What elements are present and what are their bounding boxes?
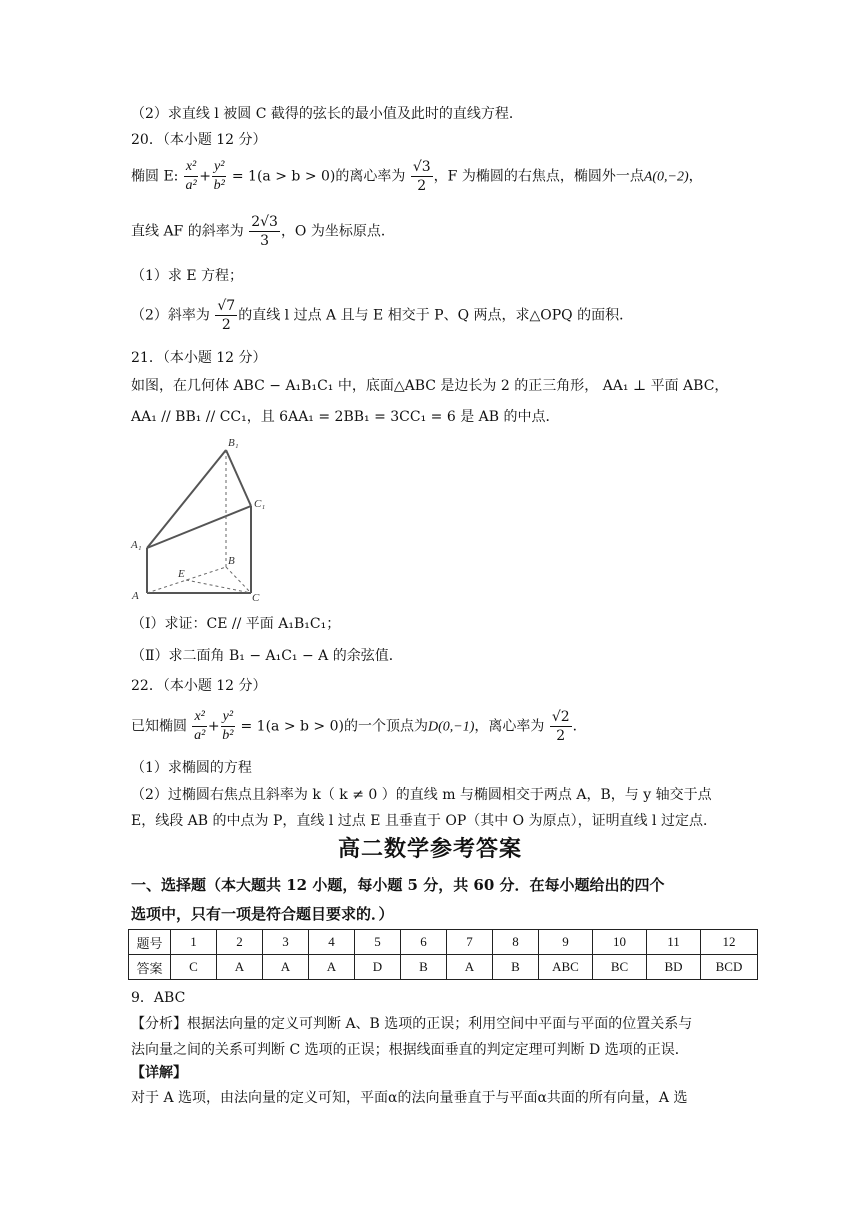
frac-y2-b2: $\frac{\text{y²}}{\text{b²}}$ xyxy=(213,159,225,193)
label-a1: A₁ xyxy=(131,539,142,551)
table-cell: 1 xyxy=(171,930,217,955)
q22-part2-line2: E，线段 AB 的中点为 P，直线 l 过点 E 且垂直于 OP（其中 O 为原点），证明直线 l 过定点． xyxy=(131,813,717,829)
answer-table-row-answers xyxy=(129,955,758,980)
label-b: B xyxy=(228,555,235,567)
table-cell: C xyxy=(171,955,217,980)
table-cell: D xyxy=(355,955,401,980)
answer-table-row-numbers xyxy=(129,930,758,955)
edge-a1-b1 xyxy=(147,450,226,548)
answer-table xyxy=(128,929,758,980)
frac-y2-b2-q22: $\frac{\text{y²}}{\text{b²}}$ xyxy=(222,709,234,743)
q9-title: 9．ABC xyxy=(131,990,186,1006)
table-cell: 10 xyxy=(593,930,647,955)
table-cell: A xyxy=(309,955,355,980)
q19-part2: （2）求直线 l 被圆 C 截得的弦长的最小值及此时的直线方程． xyxy=(131,106,523,122)
q9-detail-line1: 对于 A 选项，由法向量的定义可知，平面α的法向量垂直于与平面α共面的所有向量，A 选 xyxy=(131,1090,688,1106)
table-cell: B xyxy=(493,955,539,980)
table-cell: 8 xyxy=(493,930,539,955)
edge-b1-c1 xyxy=(226,450,251,506)
q21-line2: AA₁ // BB₁ // CC₁，且 6AA₁ = 2BB₁ = 3CC₁ = 6 是 AB 的中点． xyxy=(131,409,560,425)
frac-sqrt7-2: $\frac{√7}{2}$ xyxy=(217,298,236,333)
table-cell: A xyxy=(263,955,309,980)
q21-line1: 如图，在几何体 ABC − A₁B₁C₁ 中，底面△ABC 是边长为 2 的正三角形， AA₁ ⊥ 平面 ABC， xyxy=(131,378,729,394)
frac-2sqrt3-3: $\frac{2√3}{3}$ xyxy=(251,214,278,249)
frac-x2-a2: $\frac{\text{x²}}{\text{a²}}$ xyxy=(185,159,197,193)
q9-detail-heading: 【详解】 xyxy=(131,1065,187,1081)
row-label-answers: 答案 xyxy=(129,955,171,980)
point-a: A(0,−2) xyxy=(643,169,689,185)
table-cell: 5 xyxy=(355,930,401,955)
q20-part1: （1）求 E 方程； xyxy=(131,268,244,284)
q20-header: 20．（本小题 12 分） xyxy=(131,132,267,148)
q21-part2: （Ⅱ）求二面角 B₁ − A₁C₁ − A 的余弦值． xyxy=(131,648,403,664)
table-cell: BD xyxy=(647,955,701,980)
label-c1: C₁ xyxy=(254,498,266,510)
q21-part1: （Ⅰ）求证：CE // 平面 A₁B₁C₁； xyxy=(131,616,341,632)
table-cell: 7 xyxy=(447,930,493,955)
table-cell: 9 xyxy=(539,930,593,955)
segment-e-c xyxy=(186,580,251,593)
q20-ellipse-label: 椭圆 E: xyxy=(131,168,179,185)
table-cell: A xyxy=(447,955,493,980)
table-cell: 4 xyxy=(309,930,355,955)
edge-a1-c1 xyxy=(147,506,251,548)
frac-sqrt3-2: $\frac{√3}{2}$ xyxy=(412,159,431,194)
table-cell: 12 xyxy=(701,930,758,955)
table-cell: BC xyxy=(593,955,647,980)
q9-analysis-line2: 法向量之间的关系可判断 C 选项的正误；根据线面垂直的判定定理可判断 D 选项的正误． xyxy=(131,1042,689,1058)
table-cell: B xyxy=(401,955,447,980)
table-cell: 2 xyxy=(217,930,263,955)
frac-x2-a2-q22: $\frac{\text{x²}}{\text{a²}}$ xyxy=(194,709,206,743)
table-cell: BCD xyxy=(701,955,758,980)
point-d: D(0,−1) xyxy=(427,719,475,735)
table-cell: 6 xyxy=(401,930,447,955)
q20-line2: 直线 AF 的斜率为 $\frac{2√3}{3}$ ，O 为坐标原点． xyxy=(131,214,395,249)
q22-line1: 已知椭圆 $\frac{\text{x²}}{\text{a²}}$ + $\frac{\text{y²}}{\text{b²}}$ = 1(a > b > 0)的一个顶点为D(0,−1)，离心率为 $\frac{√2}{2}$ ． xyxy=(131,709,587,744)
q21-header: 21．（本小题 12 分） xyxy=(131,350,267,366)
ellipse-rhs: = 1(a > b > 0) xyxy=(231,168,336,185)
label-b1: B₁ xyxy=(228,437,239,449)
label-c: C xyxy=(252,592,260,602)
label-a: A xyxy=(132,590,139,602)
q20-part2: （2）斜率为 $\frac{√7}{2}$ 的直线 l 过点 A 且与 E 相交于 P、Q 两点，求△OPQ 的面积． xyxy=(131,298,634,333)
table-cell: ABC xyxy=(539,955,593,980)
section1-line1: 一、选择题（本大题共 12 小题，每小题 5 分，共 60 分．在每小题给出的四个 xyxy=(131,876,665,894)
q22-part1: （1）求椭圆的方程 xyxy=(131,760,252,776)
q20-line1: 椭圆 E: $\frac{\text{x²}}{\text{a²}}$ + $\frac{\text{y²}}{\text{b²}}$ = 1(a > b > 0)的离心率为 $\frac{√3}{2}$ ，F 为椭圆的右焦点，椭圆外一点A(0,−2)， xyxy=(131,159,703,194)
table-cell: 3 xyxy=(263,930,309,955)
table-cell: A xyxy=(217,955,263,980)
q22-header: 22．（本小题 12 分） xyxy=(131,678,267,694)
frac-sqrt2-2: $\frac{√2}{2}$ xyxy=(551,709,570,744)
q22-part2-line1: （2）过椭圆右焦点且斜率为 k（ k ≠ 0 ）的直线 m 与椭圆相交于两点 A，B，与 y 轴交于点 xyxy=(131,787,712,803)
q9-analysis-line1: 【分析】根据法向量的定义可判断 A、B 选项的正误；利用空间中平面与平面的位置关系与 xyxy=(131,1016,693,1032)
section1-line2: 选项中，只有一项是符合题目要求的．） xyxy=(131,905,394,923)
q21-geometry-figure xyxy=(128,434,278,602)
label-e: E xyxy=(178,568,185,580)
table-cell: 11 xyxy=(647,930,701,955)
answers-title: 高二数学参考答案 xyxy=(337,836,522,862)
row-label-numbers: 题号 xyxy=(129,930,171,955)
